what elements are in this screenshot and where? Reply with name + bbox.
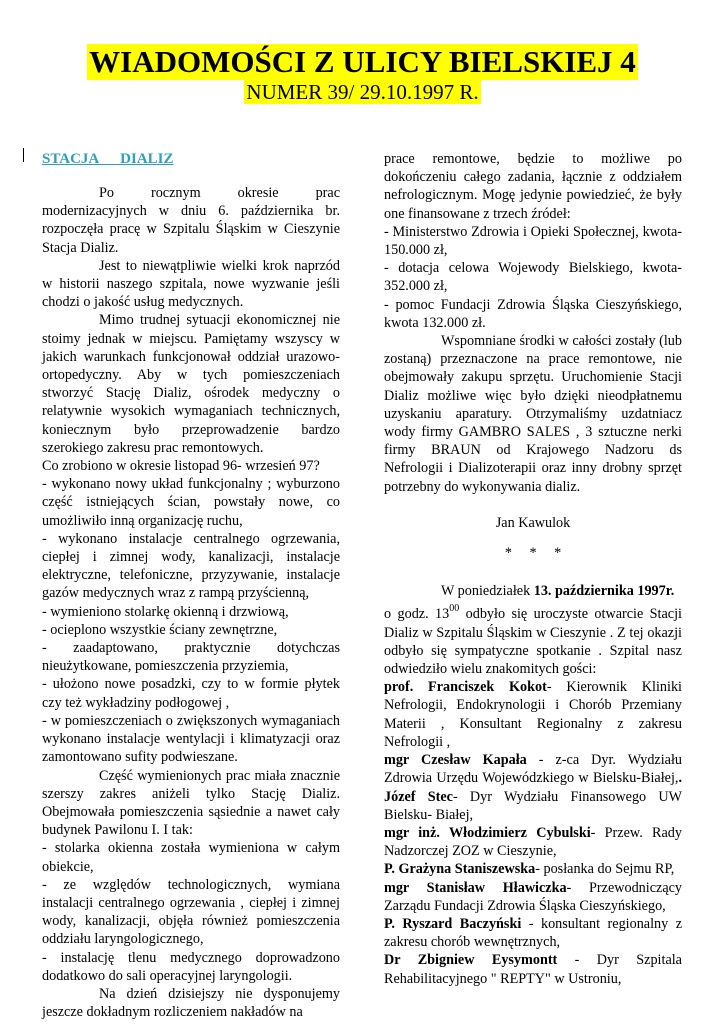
list-item: - w pomieszczeniach o zwiększonych wymaganiach wykonano instalacje wentylacji i klimatyzacji oraz zamontowano sufity podwieszane. [42,712,340,766]
paragraph: prace remontowe, będzie to możliwe po dokończeniu całego zadania, łącznie z oddziałem nefrologicznym. Mogę jedynie powiedzieć, że były one finansowane z trzech źródeł: [384,151,682,222]
issue-number: NUMER 39/ 29.10.1997 R. [246,80,479,104]
guest-entry: Dr Zbigniew Eysymontt - Dyr Szpitala Rehabilitacyjnego " REPTY" w Ustroniu, [384,952,682,987]
author-signature: Jan Kawulok [495,514,571,531]
guest-entry: mgr Stanisław Hławiczka- Przewodniczący Zarządu Fundacji Zdrowia Śląska Cieszyńskiego, [384,879,683,914]
list-item: - stolarka okienna została wymieniona w całym obiekcie, [42,840,340,875]
guest-entry: P. Grażyna Staniszewska- posłanka do Sejmu RP, [384,861,675,878]
list-item: - wykonano instalacje centralnego ogrzewania, ciepłej i zimnej wody, kanalizacji, instalacje elektryczne, telefoniczne, przyzywanie, instalacje gazów medycznych wraz z rampą przyścienną, [42,530,340,602]
section-heading: STACJA DIALIZ [42,151,174,167]
list-item: - instalację tlenu medycznego doprowadzono dodatkowo do sali operacyjnej laryngologii. [42,949,340,984]
list-item: - wymieniono stolarkę okienną i drzwiową, [42,603,289,620]
list-item: - ocieplono wszystkie ściany zewnętrzne, [42,621,278,638]
section-separator: * * * [504,545,562,562]
paragraph: Jest to niewątpliwie wielki krok naprzód w historii naszego szpitala, nowe wyzwanie jeśli chodzi o jakość usług medycznych. [42,257,340,311]
guest-entry: prof. Franciszek Kokot- Kierownik Kliniki Nefrologii, Endokrynologii i Chorób Przemiany Materii , Konsultant Regionalny z zakresu Nefrologii , [384,679,682,750]
left-column [42,150,340,1021]
question-line: Co zrobiono w okresie listopad 96- wrzesień 97? [42,458,320,475]
newsletter-title: WIADOMOŚCI Z ULICY BIELSKIEJ 4 [89,44,636,79]
paragraph: Wspomniane środki w całości zostały (lub zostaną) przeznaczone na prace remontowe, nie obejmowały zakupu sprzętu. Uruchomienie Stacji Dializ możliwe więc było dzięki nieodpłatnemu uzyskaniu aparatury. Otrzymaliśmy uzdatniacz wody firmy GAMBRO SALES , 3 sztuczne nerki firmy BRAUN od Krajowego Nadzoru ds Nefrologii i Dializoterapii oraz inny drobny sprzęt potrzebny do wykonywania dializ. [384,333,682,495]
guest-entry: P. Ryszard Baczyński - konsultant regionalny z zakresu chorób wewnętrznych, [384,915,682,951]
guest-entry: mgr Czesław Kapała - z-ca Dyr. Wydziału Zdrowia Urzędu Wojewódzkiego w Bielsku-Białej,. Józef Stec- Dyr Wydziału Finansowego UW Bielsku- Białej, [384,752,682,823]
right-column [384,150,682,988]
list-item: - pomoc Fundacji Zdrowia Śląska Cieszyńskiego, kwota 132.000 zł. [384,296,682,331]
margin-marker [23,148,24,162]
list-item: - wykonano nowy układ funkcjonalny ; wyburzono część istniejących ścian, powstały nowe, co umożliwiło inną organizację ruchu, [42,476,340,529]
list-item: - ze względów technologicznych, wymiana instalacji centralnego ogrzewania , ciepłej i zimnej wody, kanalizacji, objęła również pomieszczenia oddziału laryngologicznego, [42,876,340,948]
list-item: - dotacja celowa Wojewody Bielskiego, kwota- 352.000 zł, [384,260,682,295]
guest-entry: mgr inż. Włodzimierz Cybulski- Przew. Rady Nadzorczej ZOZ w Cieszynie, [384,824,682,860]
list-item: - zaadaptowano, praktycznie dotychczas nieużytkowane, pomieszczenia przyziemia, [42,640,340,675]
paragraph: W poniedziałek 13. października 1997r. [441,583,675,600]
paragraph: Mimo trudnej sytuacji ekonomicznej nie stoimy jednak w miejscu. Pamiętamy wszyscy w jakich warunkach funkcjonował oddział urazowo- ortopedyczny. Aby w tych pomieszczeniach stworzyć Stację Dializ, ośrodek medyczny o relatywnie wysokich wymaganiach technicznych, koniecznym było przeprowadzenie bardzo szerokiego zakresu prac remontowych. [42,312,340,456]
paragraph: Część wymienionych prac miała znacznie szerszy zakres aniżeli tylko Stację Dializ. Obejmowała pomieszczenia sąsiednie a nawet cały budynek Pawilonu I. I tak: [42,767,340,839]
paragraph: Na dzień dzisiejszy nie dysponujemy jeszcze dokładnym rozliczeniem nakładów na [42,985,340,1021]
paragraph: Po rocznym okresie prac modernizacyjnych w dniu 6. października br. rozpoczęła pracę w Szpitalu Śląskim w Cieszynie Stacja Dializ. [42,185,340,256]
masthead [0,44,725,104]
list-item: - Ministerstwo Zdrowia i Opieki Społecznej, kwota- 150.000 zł, [384,223,682,259]
list-item: - ułożono nowe posadzki, czy to w formie płytek czy też wykładziny podłogowej , [42,676,340,711]
paragraph: o godz. $13^{00}$ odbyło się uroczyste otwarcie Stacji Dializ w Szpitalu Śląskim w Cieszynie . Z tej okazji odbyło się sympatyczne spotkanie . Szpital nasz odwiedziło wielu znakomitych gości: [384,603,682,678]
